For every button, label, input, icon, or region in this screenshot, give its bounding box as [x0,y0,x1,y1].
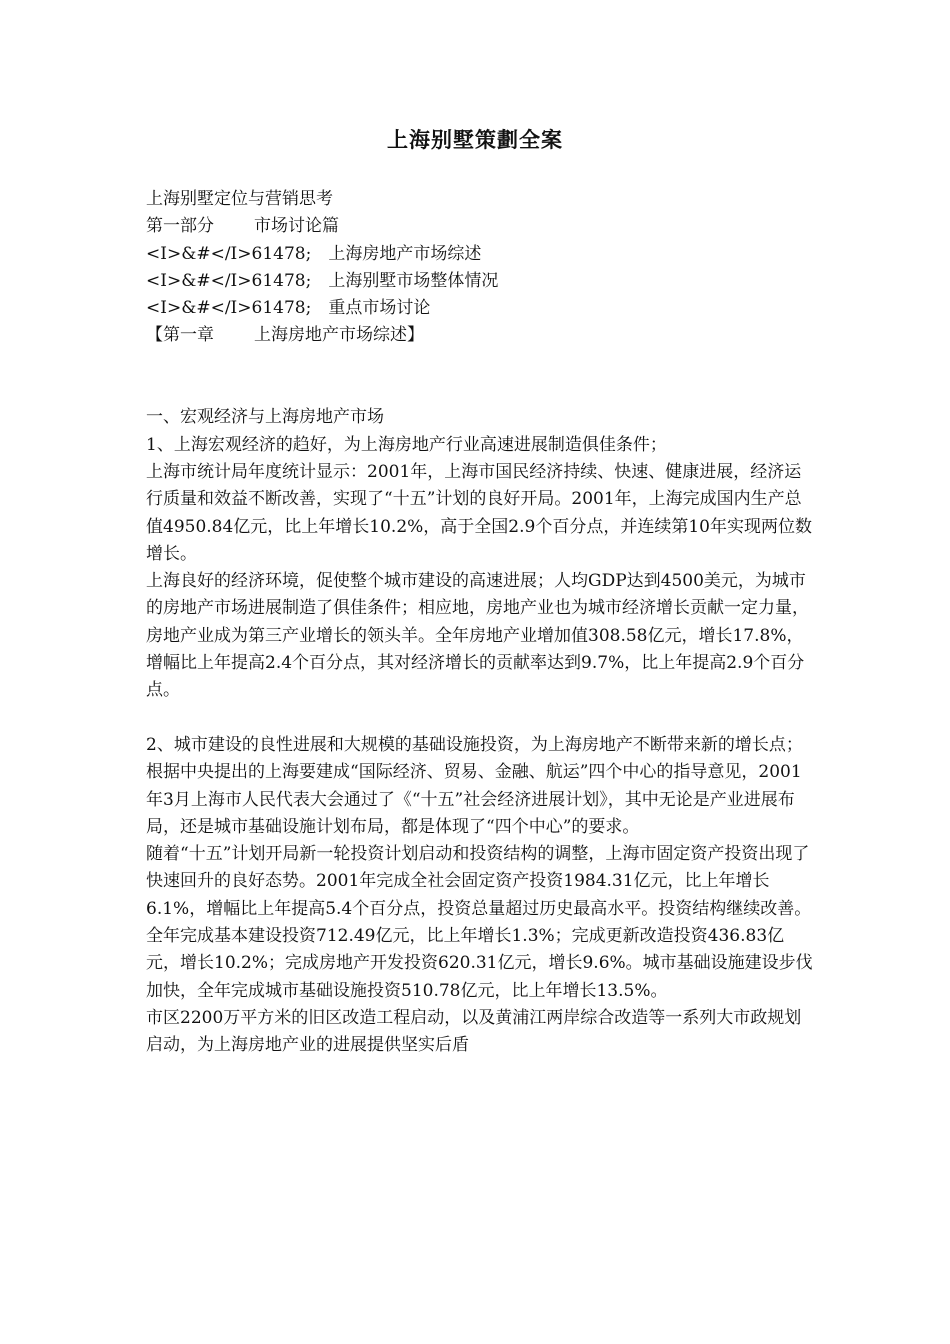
paragraph: 市区2200万平方米的旧区改造工程启动，以及黄浦江两岸综合改造等一系列大市政规划启动，为上海房地产业的进展提供坚实后盾 [146,1007,802,1056]
toc-item [146,241,816,268]
document-title: 上海别墅策劃全案 [387,128,563,152]
table-of-contents [146,186,816,350]
toc-item-text: 上海别墅市场整体情况 [328,270,499,291]
toc-item-marker: <I>&#</I>61478; [146,298,312,319]
document-body [146,186,816,1060]
toc-part-name: 市场讨论篇 [254,216,339,237]
toc-item [146,268,816,295]
paragraph: 上海市统计局年度统计显示：2001年，上海市国民经济持续、快速、健康进展，经济运行质量和效益不断改善，实现了“十五”计划的良好开局。2001年，上海完成国内生产总值4950.84亿元，比上年增长10.2%，高于全国2.9个百分点，并连续第10年实现两位数增长。 [146,461,812,564]
toc-part-label: 第一部分 [146,216,214,237]
paragraph: 根据中央提出的上海要建成“国际经济、贸易、金融、航运”四个中心的指导意见，2001年3月上海市人民代表大会通过了《“十五”社会经济进展计划》，其中无论是产业进展布局，还是城市基础设施计划布局，都是体现了“四个中心”的要求。 [146,762,802,837]
paragraph: 1、上海宏观经济的趋好，为上海房地产行业高速进展制造俱佳条件； [146,434,667,455]
section-heading: 一、宏观经济与上海房地产市场 [146,407,384,428]
toc-item-marker: <I>&#</I>61478; [146,243,312,264]
toc-item [146,295,816,322]
chapter-open: 【第一章 [146,325,214,346]
toc-item-text: 重点市场讨论 [328,298,431,319]
paragraph: 上海良好的经济环境，促使整个城市建设的高速进展；人均GDP达到4500美元，为城市的房地产市场进展制造了俱佳条件；相应地，房地产业也为城市经济增长贡献一定力量，房地产业成为第三产业增长的领头羊。全年房地产业增加值308.58亿元，增长17.8%，增幅比上年提高2.4个百分点，其对经济增长的贡献率达到9.7%，比上年提高2.9个百分点。 [146,571,809,701]
chapter-close: 上海房地产市场综述】 [254,325,424,346]
toc-part-line [146,213,816,240]
toc-subtitle: 上海别墅定位与营销思考 [146,189,333,209]
paragraph: 随着“十五”计划开局新一轮投资计划启动和投资结构的调整，上海市固定资产投资出现了快速回升的良好态势。2001年完成全社会固定资产投资1984.31亿元，比上年增长6.1%，增幅比上年提高5.4个百分点，投资总量超过历史最高水平。投资结构继续改善。全年完成基本建设投资712.49亿元，比上年增长1.3%；完成更新改造投资436.83亿元，增长10.2%；完成房地产开发投资620.31亿元，增长9.6%。城市基础设施建设步伐加快，全年完成城市基础设施投资510.78亿元，比上年增长13.5%。 [146,844,813,1001]
paragraph: 2、城市建设的良性进展和大规模的基础设施投资，为上海房地产不断带来新的增长点； [146,734,803,755]
chapter-heading [146,322,816,349]
toc-item-marker: <I>&#</I>61478; [146,270,312,291]
toc-item-text: 上海房地产市场综述 [328,243,482,264]
